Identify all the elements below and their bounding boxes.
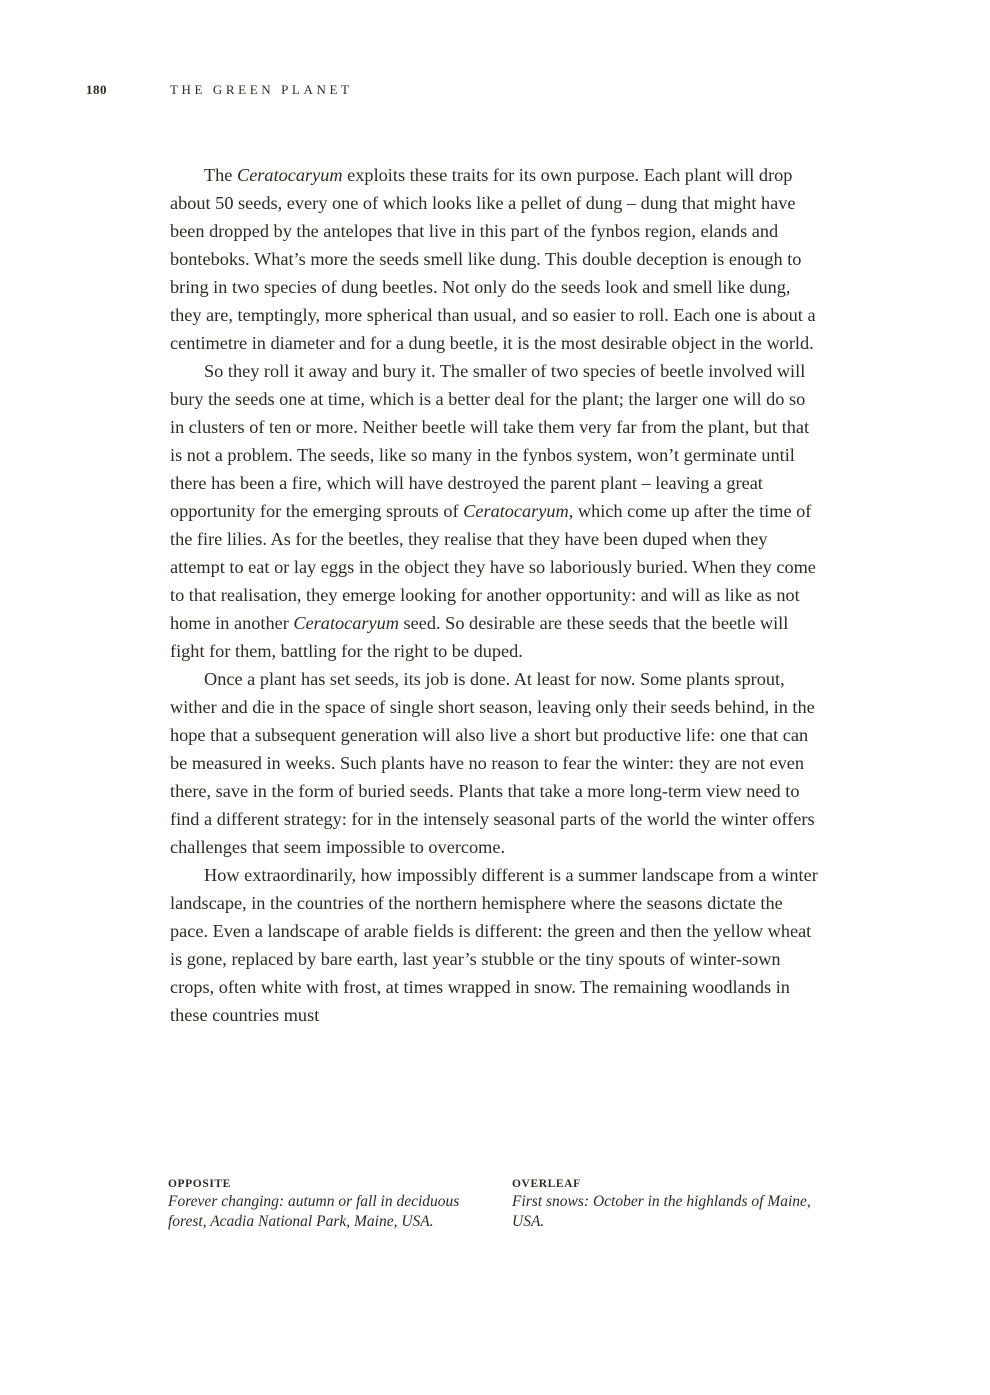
caption-opposite — [168, 1176, 488, 1232]
paragraph-1-text-a: The — [204, 165, 237, 185]
paragraph-3: Once a plant has set seeds, its job is done. At least for now. Some plants sprout, wither and die in the space of single short season, leaving only their seeds behind, in the hope that a subsequent generation will also live a short but productive life: one that can be measured in weeks. Such plants have no reason to fear the winter: they are not even there, save in the form of buried seeds. Plants that take a more long-term view need to find a different strategy: for in the intensely seasonal parts of the world the winter offers challenges that seem impossible to overcome. — [170, 669, 815, 857]
paragraph-4: How extraordinarily, how impossibly different is a summer landscape from a winter landscape, in the countries of the northern hemisphere where the seasons dictate the pace. Even a landscape of arable fields is different: the green and then the yellow wheat is gone, replaced by bare earth, last year’s stubble or the tiny spouts of winter-sown crops, often white with frost, at times wrapped in snow. The remaining woodlands in these countries must — [170, 865, 818, 1025]
paragraph-2-text-b: , which come up after the time of the fire lilies. As for the beetles, they realise that they have been duped when they attempt to eat or lay eggs in the object they have so laboriously buried. When they come to that realisation, they emerge looking for another opportunity: and will as like as not home in another — [170, 501, 816, 633]
caption-opposite-text: Forever changing: autumn or fall in deciduous forest, Acadia National Park, Maine, USA. — [168, 1193, 460, 1230]
paragraph-2-text-a: So they roll it away and bury it. The smaller of two species of beetle involved will bury the seeds one at time, which is a better deal for the plant; the larger one will do so in clusters of ten or more. Neither beetle will take them very far from the plant, but that is not a problem. The seeds, like so many in the fynbos system, won’t germinate until there has been a fire, which will have destroyed the parent plant – leaving a great opportunity for the emerging sprouts of — [170, 361, 810, 521]
paragraph-2 — [170, 357, 822, 665]
caption-overleaf-label: OVERLEAF — [512, 1178, 581, 1190]
caption-opposite-label: OPPOSITE — [168, 1178, 231, 1190]
species-name: Ceratocaryum — [463, 501, 569, 521]
page-number: 180 — [86, 82, 107, 97]
paragraph-1 — [170, 161, 822, 357]
paragraph-2-text-c: seed. So desirable are these seeds that the beetle will fight for them, battling for the right to be duped. — [170, 613, 789, 661]
caption-overleaf — [512, 1176, 832, 1232]
species-name: Ceratocaryum — [237, 165, 343, 185]
species-name: Ceratocaryum — [293, 613, 399, 633]
running-head: THE GREEN PLANET — [170, 82, 353, 97]
body-text — [170, 161, 822, 1029]
caption-overleaf-text: First snows: October in the highlands of Maine, USA. — [512, 1193, 811, 1230]
paragraph-1-text-b: exploits these traits for its own purpose. Each plant will drop about 50 seeds, every one of which looks like a pellet of dung – dung that might have been dropped by the antelopes that live in this part of the fynbos region, elands and bonteboks. What’s more the seeds smell like dung. This double deception is enough to bring in two species of dung beetles. Not only do the seeds look and smell like dung, they are, temptingly, more spherical than usual, and so easier to roll. Each one is about a centimetre in diameter and for a dung beetle, it is the most desirable object in the world. — [170, 165, 816, 353]
